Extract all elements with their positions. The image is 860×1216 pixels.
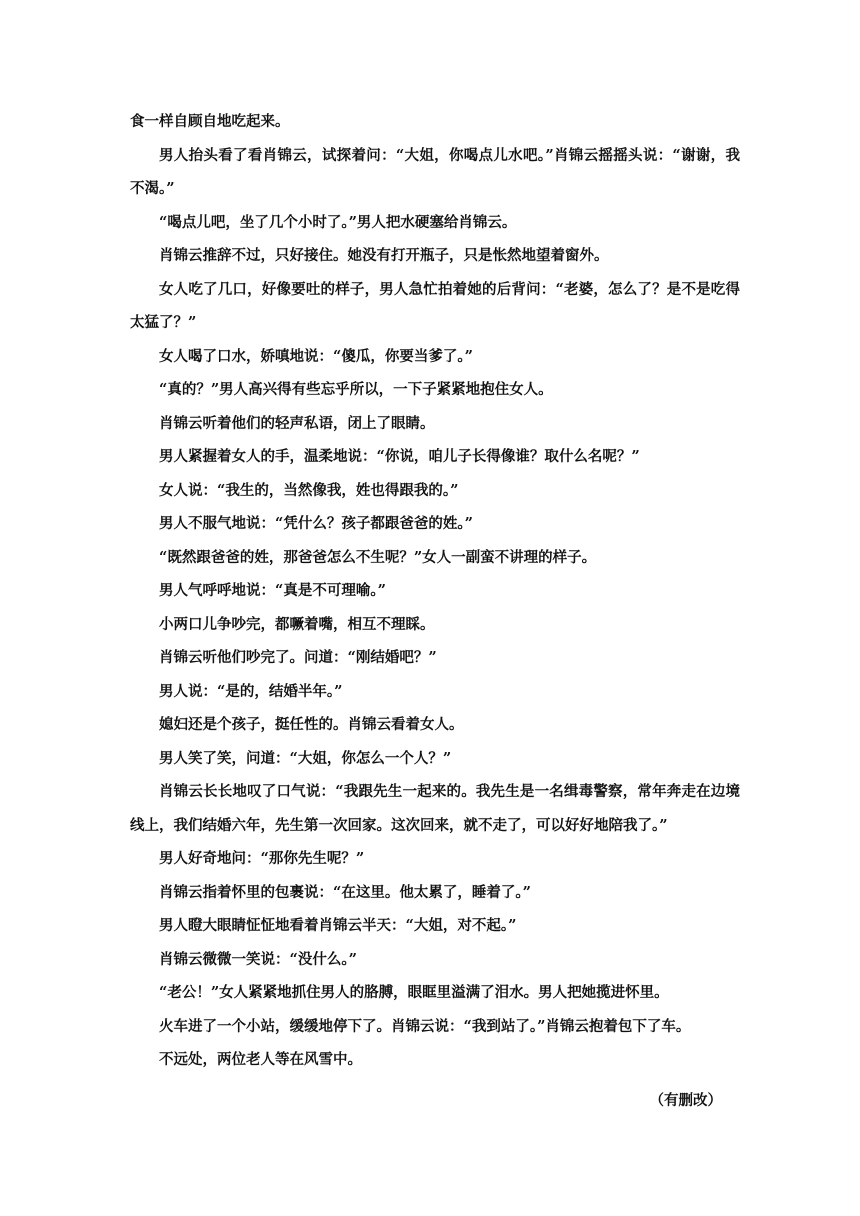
paragraph: “老公！”女人紧紧地抓住男人的胳膊，眼眶里溢满了泪水。男人把她揽进怀里。 [159,984,669,1001]
paragraph: 男人瞪大眼睛怔怔地看着肖锦云半天：“大姐，对不起。” [159,917,517,934]
paragraph: 肖锦云听着他们的轻声私语，闭上了眼睛。 [159,414,435,432]
paragraph: “喝点儿吧，坐了几个小时了。”男人把水硬塞给肖锦云。 [159,213,517,231]
paragraph: 男人抬头看了看肖锦云，试探着问：“大姐，你喝点儿水吧。”肖锦云摇摇头说：“谢谢，我不渴。” [130,146,740,197]
paragraph: 肖锦云听他们吵完了。问道：“刚结婚吧？” [159,649,437,666]
paragraph: 不远处，两位老人等在风雪中。 [159,1051,362,1068]
paragraph: 媳妇还是个孩子，挺任性的。肖锦云看着女人。 [159,716,464,733]
paragraph: 男人紧握着女人的手，温柔地说：“你说，咱儿子长得像谁？取什么名呢？” [159,448,640,465]
paragraph: “真的？”男人高兴得有些忘乎所以，一下子紧紧地抱住女人。 [159,381,553,398]
paragraph: 男人气呼呼地说：“真是不可理喻。” [159,582,386,599]
paragraph: 肖锦云长长地叹了口气说：“我跟先生一起来的。我先生是一名缉毒警察，常年奔走在边境线上，我们结婚六年，先生第一次回家。这次回来，就不走了，可以好好地陪我了。” [130,783,740,834]
paragraph: 女人说：“我生的，当然像我，姓也得跟我的。” [159,481,459,499]
paragraph: 火车进了一个小站，缓缓地停下了。肖锦云说：“我到站了。”肖锦云抱着包下了车。 [159,1017,691,1035]
revision-note: （有删改） [649,1092,722,1109]
paragraph: 食一样自顾自地吃起来。 [130,113,290,130]
paragraph: 男人笑了笑，问道：“大姐，你怎么一个人？” [159,749,452,767]
paragraph: “既然跟爸爸的姓，那爸爸怎么不生呢？”女人一副蛮不讲理的样子。 [159,548,597,566]
paragraph: 女人喝了口水，娇嗔地说：“傻瓜，你要当爹了。” [159,347,473,365]
paragraph: 男人好奇地问：“那你先生呢？” [159,850,365,867]
paragraph: 肖锦云推辞不过，只好接住。她没有打开瓶子，只是怅然地望着窗外。 [159,247,609,264]
paragraph: 男人不服气地说：“凭什么？孩子都跟爸爸的姓。” [159,515,473,532]
paragraph: 肖锦云指着怀里的包裹说：“在这里。他太累了，睡着了。” [159,883,531,901]
story-text [130,105,740,1077]
paragraph: 男人说：“是的，结婚半年。” [159,682,343,700]
paragraph: 小两口儿争吵完，都噘着嘴，相互不理睬。 [159,615,435,633]
paragraph: 女人吃了几口，好像要吐的样子，男人急忙拍着她的后背问：“老婆，怎么了？是不是吃得太猛了？” [130,280,740,331]
paragraph: 肖锦云微微一笑说：“没什么。” [159,950,357,968]
